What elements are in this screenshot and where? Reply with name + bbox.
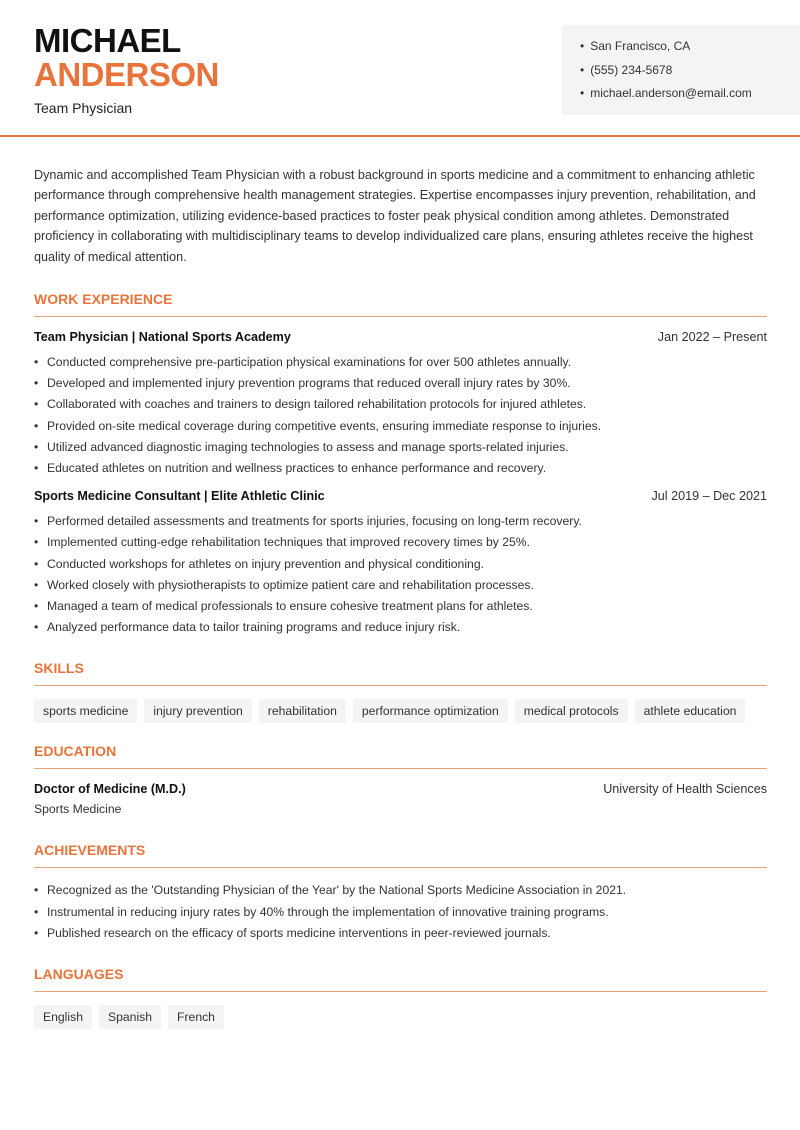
job-bullet: • Analyzed performance data to tailor training programs and reduce injury risk. <box>34 617 767 638</box>
last-name: ANDERSON <box>34 56 219 93</box>
achievement-item: • Recognized as the 'Outstanding Physician of the Year' by the National Sports Medicine Association in 2021. <box>34 880 767 901</box>
job-bullet: • Conducted workshops for athletes on injury prevention and physical conditioning. <box>34 554 767 575</box>
summary: Dynamic and accomplished Team Physician with a robust background in sports medicine and a commitment to enhancing athletic performance through comprehensive health management strategies. Expertise encompasses injury prevention, rehabilitation, and performance optimization, utilizing evidence-based practices to foster peak physical condition among athletes. Demonstrated proficiency in collaborating with multidisciplinary teams to develop individualized care plans, ensuring athletes receive the highest quality of medical attention. <box>34 168 756 264</box>
language-tag: English <box>34 1005 92 1029</box>
job-bullet: • Developed and implemented injury prevention programs that reduced overall injury rates by 30%. <box>34 373 767 394</box>
job-title: Sports Medicine Consultant | Elite Athletic Clinic <box>34 489 325 504</box>
language-tag: French <box>168 1005 224 1029</box>
skill-tag: sports medicine <box>34 699 137 723</box>
section-heading-work: WORK EXPERIENCE <box>34 291 767 317</box>
skill-tag: rehabilitation <box>259 699 346 723</box>
achievement-item: • Instrumental in reducing injury rates by 40% through the implementation of innovative training programs. <box>34 902 767 923</box>
section-heading-languages: LANGUAGES <box>34 966 767 992</box>
section-heading-education: EDUCATION <box>34 743 767 769</box>
job-entry <box>34 330 767 479</box>
skill-tag: injury prevention <box>144 699 251 723</box>
job-bullet: • Collaborated with coaches and trainers to design tailored rehabilitation protocols for injured athletes. <box>34 394 767 415</box>
section-heading-achievements: ACHIEVEMENTS <box>34 842 767 868</box>
job-bullet: • Implemented cutting-edge rehabilitation techniques that improved recovery times by 25%. <box>34 532 767 553</box>
language-tag: Spanish <box>99 1005 161 1029</box>
section-heading-skills: SKILLS <box>34 660 767 686</box>
contact-phone: • (555) 234-5678 <box>580 62 800 86</box>
achievement-item: • Published research on the efficacy of sports medicine interventions in peer-reviewed journals. <box>34 923 767 944</box>
skill-tag: athlete education <box>635 699 746 723</box>
contact-email[interactable]: • michael.anderson@email.com <box>580 85 800 109</box>
job-title: Team Physician | National Sports Academy <box>34 330 291 345</box>
school: University of Health Sciences <box>603 782 767 797</box>
job-dates: Jul 2019 – Dec 2021 <box>651 489 767 504</box>
degree: Doctor of Medicine (M.D.) <box>34 782 186 797</box>
candidate-name <box>34 24 219 92</box>
job-bullet: • Managed a team of medical professionals to ensure cohesive treatment plans for athletes. <box>34 596 767 617</box>
job-bullet: • Conducted comprehensive pre-participation physical examinations for over 500 athletes annually. <box>34 352 767 373</box>
job-bullet: • Utilized advanced diagnostic imaging technologies to assess and manage sports-related injuries. <box>34 437 767 458</box>
job-bullets <box>34 352 767 479</box>
resume-header <box>0 0 800 137</box>
job-bullet: • Educated athletes on nutrition and wellness practices to enhance performance and recovery. <box>34 458 767 479</box>
first-name: MICHAEL <box>34 22 181 59</box>
achievements-list <box>34 880 767 944</box>
job-entry <box>34 489 767 638</box>
job-title: Team Physician <box>34 100 133 116</box>
languages-list <box>34 1005 767 1029</box>
job-bullet: • Provided on-site medical coverage during competitive events, ensuring immediate response to injuries. <box>34 416 767 437</box>
skill-tag: performance optimization <box>353 699 508 723</box>
contact-box <box>562 25 800 115</box>
education-entry <box>34 782 767 816</box>
job-bullet: • Worked closely with physiotherapists to optimize patient care and rehabilitation processes. <box>34 575 767 596</box>
contact-location: • San Francisco, CA <box>580 38 800 62</box>
job-bullet: • Performed detailed assessments and treatments for sports injuries, focusing on long-term recovery. <box>34 511 767 532</box>
skill-tag: medical protocols <box>515 699 628 723</box>
job-dates: Jan 2022 – Present <box>657 330 767 345</box>
skills-list <box>34 699 767 723</box>
field-of-study: Sports Medicine <box>34 802 122 817</box>
job-bullets <box>34 511 767 638</box>
